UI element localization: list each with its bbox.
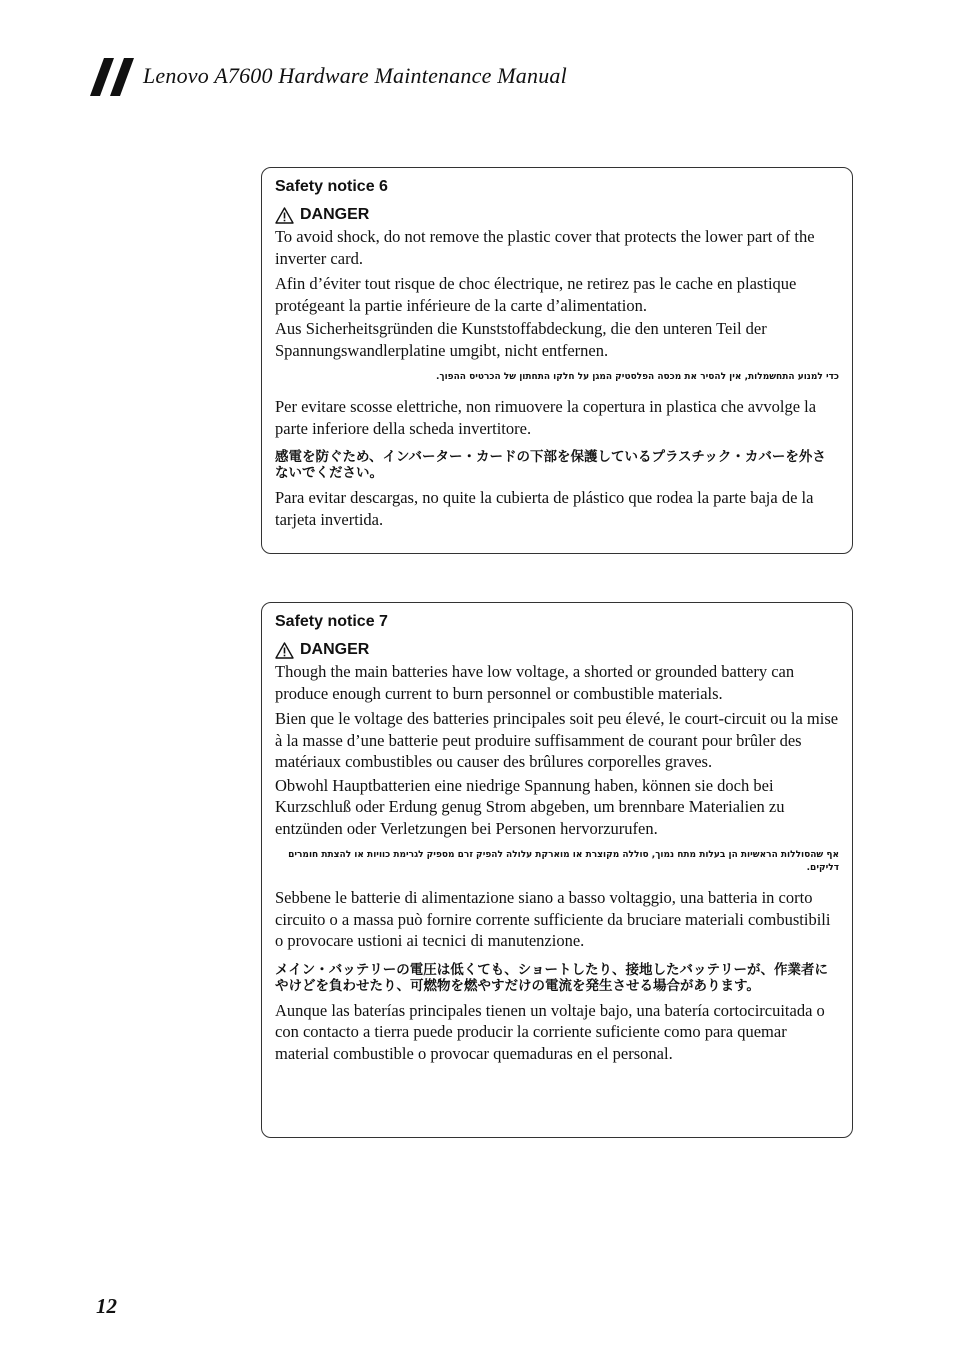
notice-text-en: Though the main batteries have low voltage, a shorted or grounded battery can produce enough current to burn personnel or combustible materials. <box>275 662 795 703</box>
notice-text-ja: 感電を防ぐため、インバーター・カードの下部を保護しているプラスチック・カバーを外さないでください。 <box>275 449 826 481</box>
notice-text-ja: メイン・バッテリーの電圧は低くても、ショートしたり、接地したバッテリーが、作業者にやけどを負わせたり、可燃物を燃やすだけの電流を発生させる場合があります。 <box>275 961 828 994</box>
notice-text-fr: Afin d’éviter tout risque de choc électrique, ne retirez pas le cache en plastique protégeant la partie inférieure de la carte d’alimentation. <box>275 274 797 315</box>
notice-text-de: Aus Sicherheitsgründen die Kunststoffabdeckung, die den unteren Teil der Spannungswandlerplatine umgibt, nicht entfernen. <box>275 319 767 360</box>
notice-text-it: Per evitare scosse elettriche, non rimuovere la copertura in plastica che avvolge la parte inferiore della scheda invertitore. <box>275 397 817 438</box>
notice-text-es: Aunque las baterías principales tienen un voltaje bajo, una batería cortocircuitada o con contacto a tierra puede producir la corriente suficiente como para quemar material combustible o provocar quemaduras en el personal. <box>275 1000 825 1063</box>
warning-triangle-icon <box>275 642 294 659</box>
danger-heading <box>275 206 839 224</box>
notice-text-he: אף שהסוללות הראשיות הן בעלות מתח נמוך, סוללה מקוצרת או מוארקת עלולה להפיק זרם מספיק לגרימת כוויות או להצתת חומרים דליקים. <box>288 850 839 873</box>
notice-text-es: Para evitar descargas, no quite la cubierta de plástico que rodea la parte baja de la tarjeta invertida. <box>275 488 814 529</box>
notice-text-he: כדי למנוע התחשמלות, אין להסיר את מכסה הפלסטיק המגן על חלקו התחתון של הכרטיס ההפוך. <box>435 372 839 382</box>
safety-notice-7 <box>261 602 853 1138</box>
notice-text-fr: Bien que le voltage des batteries principales soit peu élevé, le court-circuit ou la mise à la masse d’une batterie peut produire suffisamment de courant pour brûler des matériaux combustibles ou causer des brûlures corporelles graves. <box>275 709 839 771</box>
header-title: Lenovo A7600 Hardware Maintenance Manual <box>143 63 567 88</box>
notice-text-it: Sebbene le batterie di alimentazione siano a basso voltaggio, una batteria in corto circuito o a massa può fornire corrente sufficiente da bruciare materiali combustibili o provocare ustioni ai tecnici di manutenzione. <box>275 888 831 950</box>
danger-label: DANGER <box>300 641 370 658</box>
notice-text-en: To avoid shock, do not remove the plastic cover that protects the lower part of the inverter card. <box>275 227 815 268</box>
header-slashes-icon <box>90 58 136 96</box>
safety-notice-6 <box>261 167 853 554</box>
danger-label: DANGER <box>300 206 370 223</box>
warning-triangle-icon <box>275 207 294 224</box>
notice-title: Safety notice 6 <box>275 178 388 195</box>
notice-text-de: Obwohl Hauptbatterien eine niedrige Spannung haben, können sie doch bei Kurzschluß oder Erdung genug Strom abgeben, um brennbare Materialien zu entzünden oder Verletzungen bei Personen hervorzurufen. <box>275 775 785 838</box>
notice-title: Safety notice 7 <box>275 613 388 630</box>
danger-heading <box>275 641 839 659</box>
page-number: 12 <box>96 1294 117 1318</box>
